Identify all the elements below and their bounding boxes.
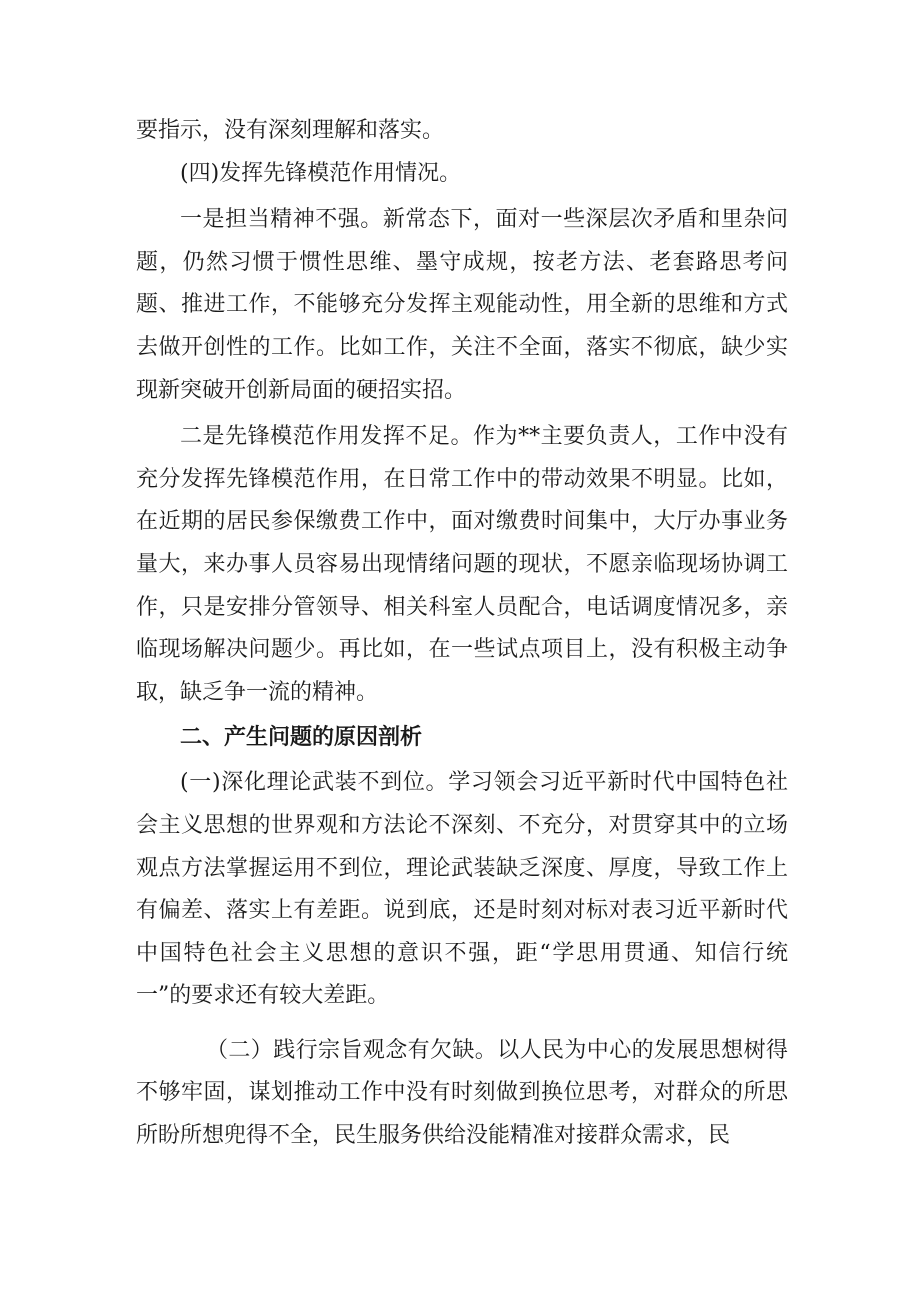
paragraph-theory-study: (一)深化理论武装不到位。学习领会习近平新时代中国特色社会主义思想的世界观和方法论不深刻、不充分，对贯穿其中的立场观点方法掌握运用不到位，理论武装缺乏深度、厚度，导致工作上有偏差、落实上有差距。说到底，还是时刻对标对表习近平新时代中国特色社会主义思想的意识不强，距“学思用贯通、知信行统一”的要求还有较大差距。: [136, 770, 788, 1009]
document-body: [136, 110, 788, 1158]
section-heading-cause-analysis: 二、产生问题的原因剖析: [180, 725, 423, 751]
paragraph-vanguard-role: 二是先锋模范作用发挥不足。作为**主要负责人，工作中没有充分发挥先锋模范作用，在日常工作中的带动效果不明显。比如，在近期的居民参保缴费工作中，面对缴费时间集中，大厅办事业务量大，来办事人员容易出现情绪问题的现状，不愿亲临现场协调工作，只是安排分管领导、相关科室人员配合，电话调度情况多，亲临现场解决问题少。再比如，在一些试点项目上，没有积极主动争取，缺乏争一流的精神。: [136, 424, 788, 705]
paragraph-responsibility: 一是担当精神不强。新常态下，面对一些深层次矛盾和里杂问题，仍然习惯于惯性思维、墨守成规，按老方法、老套路思考问题、推进工作，不能够充分发挥主观能动性，用全新的思维和方式去做开创性的工作。比如工作，关注不全面，落实不彻底，缺少实现新突破开创新局面的硬招实招。: [136, 207, 788, 403]
paragraph-purpose-concept: （二）践行宗旨观念有欠缺。以人民为中心的发展思想树得不够牢固，谋划推动工作中没有时刻做到换位思考，对群众的所思所盼所想兜得不全，民生服务供给没能精准对接群众需求，民: [136, 1037, 788, 1149]
section-subheading-four: (四)发挥先锋模范作用情况。: [180, 160, 462, 186]
paragraph-continuation: 要指示，没有深刻理解和落实。: [136, 118, 445, 143]
